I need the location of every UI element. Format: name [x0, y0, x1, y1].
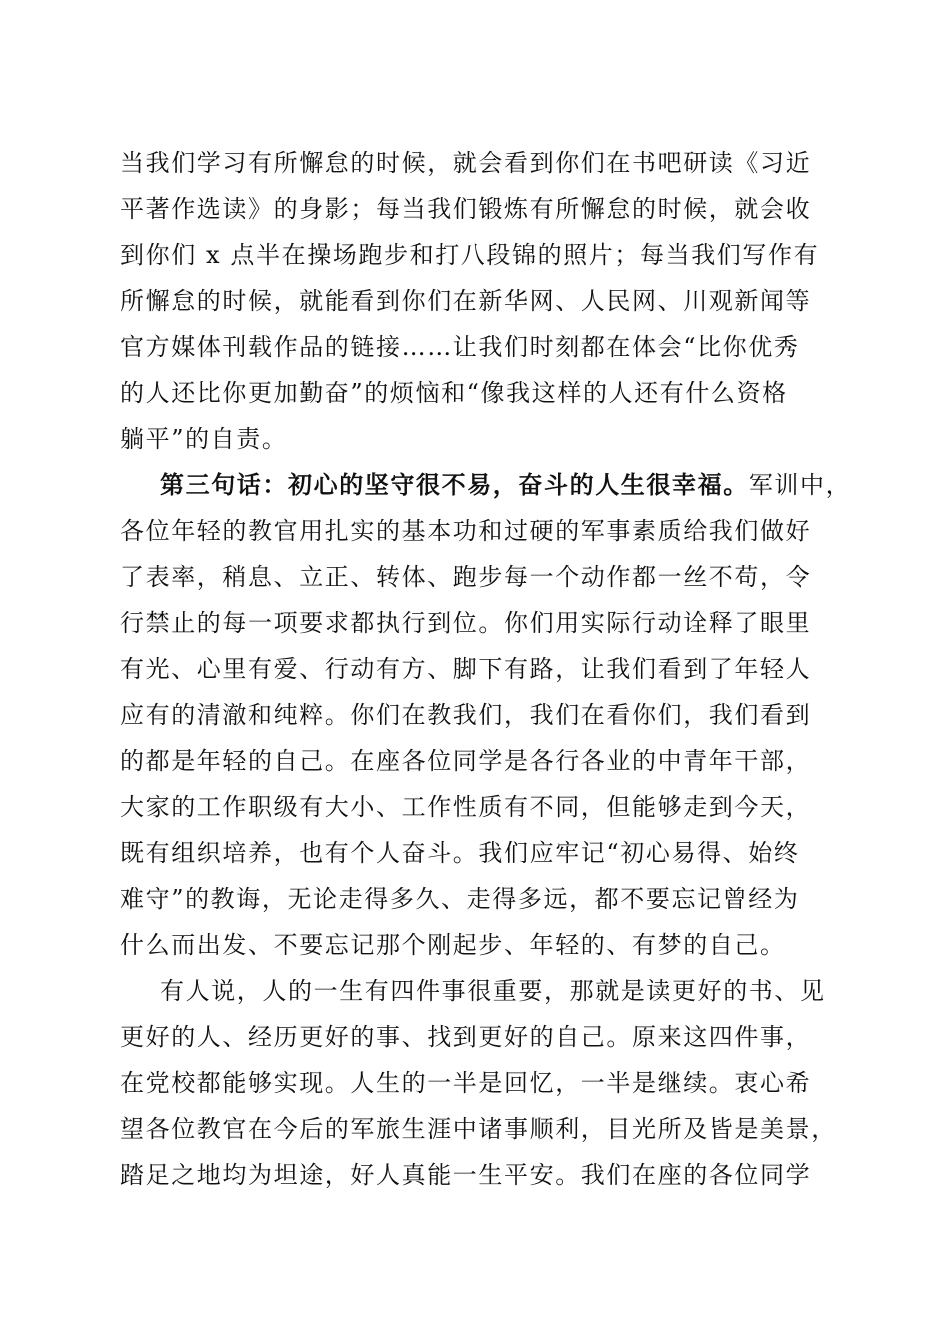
text-line: 更好的人、经历更好的事、找到更好的自己。原来这四件事，	[120, 1023, 812, 1051]
paragraph-1	[120, 140, 840, 462]
text-line: 在党校都能够实现。人生的一半是回忆，一半是继续。衷心希	[120, 1069, 812, 1097]
lead-line-rest: 军训中，	[748, 471, 852, 499]
text-line: 所懈怠的时候，就能看到你们在新华网、人民网、川观新闻等	[120, 287, 812, 315]
text-line: 的人还比你更加勤奋”的烦恼和“像我这样的人还有什么资格	[120, 379, 788, 407]
paragraph-3	[120, 968, 840, 1198]
text-line: 什么而出发、不要忘记那个刚起步、年轻的、有梦的自己。	[120, 931, 786, 959]
text-line: 当我们学习有所懈怠的时候，就会看到你们在书吧研读《习近	[120, 149, 812, 177]
text-line: 应有的清澈和纯粹。你们在教我们，我们在看你们，我们看到	[120, 701, 812, 729]
text-line: 的都是年轻的自己。在座各位同学是各行各业的中青年干部，	[120, 747, 812, 775]
text-line	[120, 462, 852, 508]
text-line: 大家的工作职级有大小、工作性质有不同，但能够走到今天，	[120, 793, 812, 821]
text-line: 有人说，人的一生有四件事很重要，那就是读更好的书、见	[160, 977, 826, 1005]
bold-lead-sentence: 第三句话：初心的坚守很不易，奋斗的人生很幸福。	[160, 470, 749, 499]
text-line: 难守”的教诲，无论走得多久、走得多远，都不要忘记曾经为	[120, 885, 800, 913]
text-line: 平著作选读》的身影；每当我们锻炼有所懈怠的时候，就会收	[120, 195, 812, 223]
text-line: 踏足之地均为坦途，好人真能一生平安。我们在座的各位同学	[120, 1161, 812, 1189]
paragraph-2	[120, 462, 852, 968]
text-line: 躺平”的自责。	[120, 425, 288, 453]
text-line: 行禁止的每一项要求都执行到位。你们用实际行动诠释了眼里	[120, 609, 812, 637]
text-line: 了表率，稍息、立正、转体、跑步每一个动作都一丝不苟，令	[120, 563, 812, 591]
text-line: 到你们 x 点半在操场跑步和打八段锦的照片；每当我们写作有	[120, 241, 820, 269]
document-body	[120, 140, 852, 1198]
text-line: 望各位教官在今后的军旅生涯中诸事顺利，目光所及皆是美景，	[120, 1115, 837, 1143]
text-line: 各位年轻的教官用扎实的基本功和过硬的军事素质给我们做好	[120, 517, 812, 545]
text-line: 有光、心里有爱、行动有方、脚下有路，让我们看到了年轻人	[120, 655, 812, 683]
text-line: 官方媒体刊载作品的链接……让我们时刻都在体会“比你优秀	[120, 333, 800, 361]
text-line: 既有组织培养，也有个人奋斗。我们应牢记“初心易得、始终	[120, 839, 800, 867]
